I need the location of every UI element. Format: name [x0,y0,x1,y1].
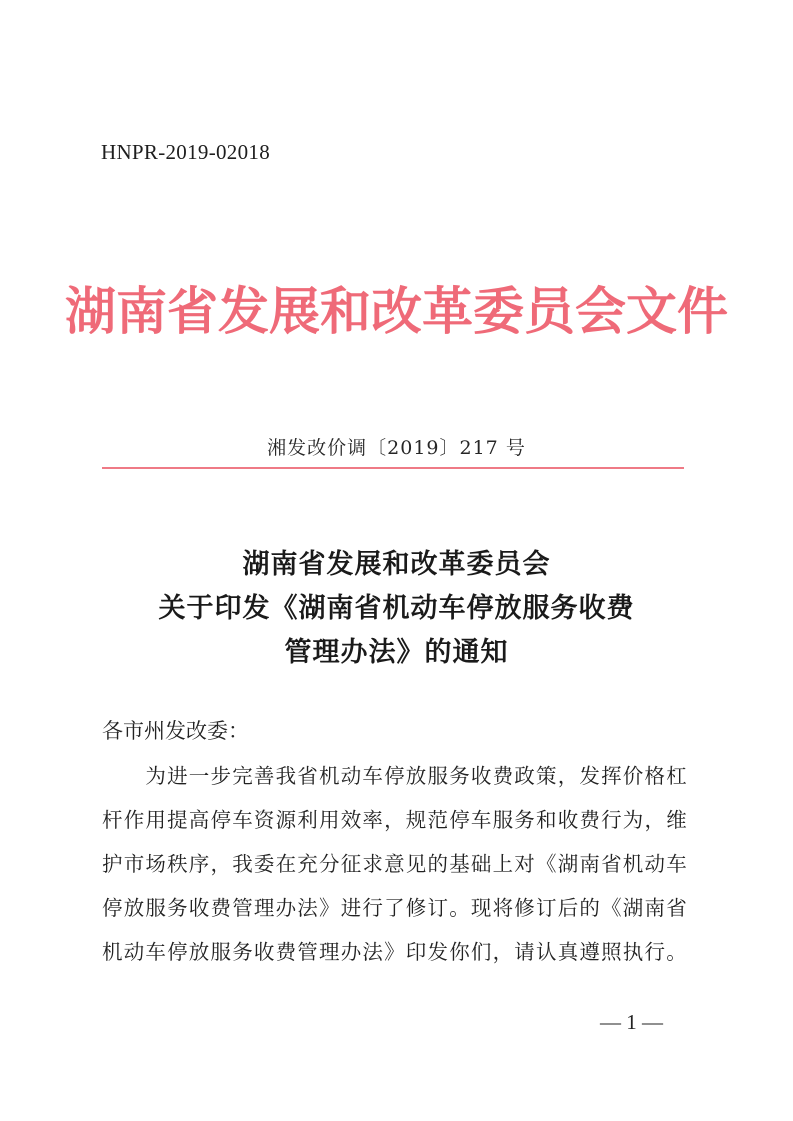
notice-title [0,543,793,675]
issuing-authority-header: 湖南省发展和改革委员会文件 [64,283,728,342]
body-line: 为进一步完善我省机动车停放服务收费政策，发挥价格杠 [102,764,688,788]
document-number: 湘发改价调〔2019〕217 号 [267,437,526,459]
body-line: 机动车停放服务收费管理办法》印发你们，请认真遵照执行。 [102,940,688,964]
title-line: 关于印发《湖南省机动车停放服务收费 [158,593,635,624]
document-code: HNPR-2019-02018 [101,140,271,164]
title-line: 湖南省发展和改革委员会 [242,549,551,580]
body-line: 护市场秩序，我委在充分征求意见的基础上对《湖南省机动车 [102,852,688,876]
body-line: 杆作用提高停车资源利用效率，规范停车服务和收费行为，维 [102,808,688,832]
body-line: 停放服务收费管理办法》进行了修订。现将修订后的《湖南省 [102,896,688,920]
body-paragraph [102,754,692,974]
title-line: 管理办法》的通知 [284,637,509,668]
red-divider-line [102,467,684,469]
salutation: 各市州发改委： [102,719,249,743]
page-number: — 1 — [600,1010,663,1034]
